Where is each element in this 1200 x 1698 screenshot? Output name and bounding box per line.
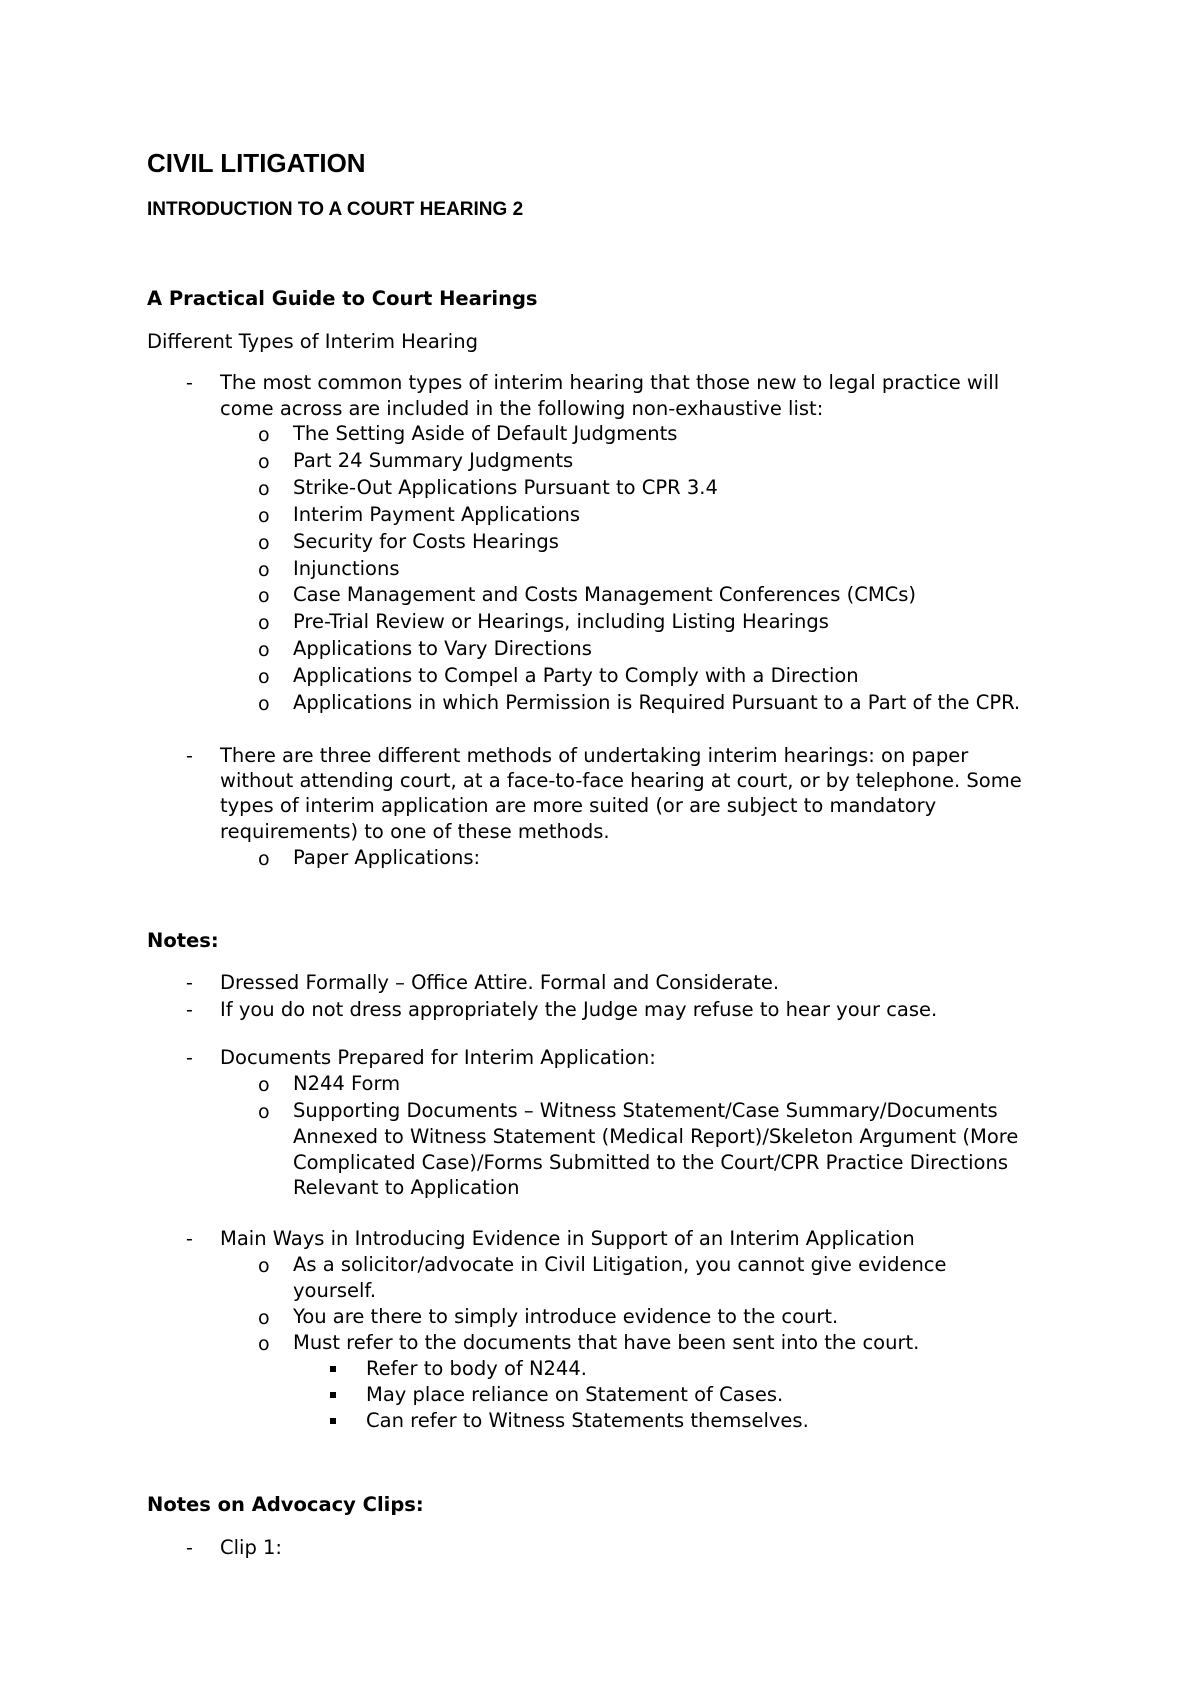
list-item: Injunctions <box>293 557 400 580</box>
list-item-line: As a solicitor/advocate in Civil Litigation, you cannot give evidence <box>293 1253 947 1276</box>
dash-marker: - <box>186 972 193 994</box>
list-item: Interim Payment Applications <box>293 503 581 526</box>
list-item: Paper Applications: <box>293 846 481 869</box>
list-item: Part 24 Summary Judgments <box>293 449 574 472</box>
square-bullet-marker <box>330 1366 336 1372</box>
circle-marker: o <box>258 532 270 554</box>
section-subheading-interim-hearing: Different Types of Interim Hearing <box>147 330 478 353</box>
list-item: Can refer to Witness Statements themselves. <box>366 1409 809 1432</box>
list-item: Applications to Compel a Party to Comply with a Direction <box>293 664 859 687</box>
advocacy-heading: Notes on Advocacy Clips: <box>147 1493 424 1516</box>
circle-marker: o <box>258 612 270 634</box>
list-item-line: Relevant to Application <box>293 1176 520 1199</box>
list-item-line: Supporting Documents – Witness Statement/Case Summary/Documents <box>293 1099 998 1122</box>
dash-marker: - <box>186 1537 193 1559</box>
list-item: Strike-Out Applications Pursuant to CPR 3.4 <box>293 476 718 499</box>
circle-marker: o <box>258 848 270 870</box>
list-item-line: Complicated Case)/Forms Submitted to the Court/CPR Practice Directions <box>293 1151 1008 1174</box>
list-item: Applications in which Permission is Required Pursuant to a Part of the CPR. <box>293 691 1021 714</box>
circle-marker: o <box>258 639 270 661</box>
circle-marker: o <box>258 666 270 688</box>
list-item: You are there to simply introduce evidence to the court. <box>293 1305 839 1328</box>
circle-marker: o <box>258 505 270 527</box>
list-item: May place reliance on Statement of Cases. <box>366 1383 784 1406</box>
list-item-line: come across are included in the following non-exhaustive list: <box>220 397 824 420</box>
list-item: Documents Prepared for Interim Application: <box>220 1046 656 1069</box>
circle-marker: o <box>258 559 270 581</box>
list-item: The Setting Aside of Default Judgments <box>293 422 678 445</box>
circle-marker: o <box>258 451 270 473</box>
section-heading-practical-guide: A Practical Guide to Court Hearings <box>147 287 538 310</box>
list-item: Clip 1: <box>220 1536 283 1559</box>
list-item: If you do not dress appropriately the Judge may refuse to hear your case. <box>220 998 938 1021</box>
circle-marker: o <box>258 478 270 500</box>
document-subtitle: INTRODUCTION TO A COURT HEARING 2 <box>147 199 524 220</box>
circle-marker: o <box>258 1307 270 1329</box>
list-item: N244 Form <box>293 1072 401 1095</box>
list-item-line: requirements) to one of these methods. <box>220 820 610 843</box>
list-item: Pre-Trial Review or Hearings, including Listing Hearings <box>293 610 829 633</box>
list-item: Applications to Vary Directions <box>293 637 592 660</box>
notes-heading: Notes: <box>147 929 219 952</box>
list-item-line: types of interim application are more suited (or are subject to mandatory <box>220 794 937 817</box>
circle-marker: o <box>258 424 270 446</box>
list-item: Security for Costs Hearings <box>293 530 559 553</box>
list-item-line: There are three different methods of undertaking interim hearings: on paper <box>220 744 969 767</box>
list-item-line: The most common types of interim hearing that those new to legal practice will <box>220 371 1000 394</box>
dash-marker: - <box>186 745 193 767</box>
list-item: Main Ways in Introducing Evidence in Support of an Interim Application <box>220 1227 915 1250</box>
list-item-line: without attending court, at a face-to-face hearing at court, or by telephone. Some <box>220 769 1022 792</box>
circle-marker: o <box>258 1074 270 1096</box>
list-item: Refer to body of N244. <box>366 1357 587 1380</box>
square-bullet-marker <box>330 1392 336 1398</box>
square-bullet-marker <box>330 1418 336 1424</box>
dash-marker: - <box>186 999 193 1021</box>
circle-marker: o <box>258 1255 270 1277</box>
dash-marker: - <box>186 372 193 394</box>
list-item: Dressed Formally – Office Attire. Formal and Considerate. <box>220 971 780 994</box>
circle-marker: o <box>258 693 270 715</box>
list-item: Case Management and Costs Management Conferences (CMCs) <box>293 583 917 606</box>
dash-marker: - <box>186 1047 193 1069</box>
list-item-line: yourself. <box>293 1279 377 1302</box>
list-item-line: Annexed to Witness Statement (Medical Report)/Skeleton Argument (More <box>293 1125 1019 1148</box>
circle-marker: o <box>258 1333 270 1355</box>
dash-marker: - <box>186 1228 193 1250</box>
circle-marker: o <box>258 585 270 607</box>
circle-marker: o <box>258 1101 270 1123</box>
list-item: Must refer to the documents that have been sent into the court. <box>293 1331 920 1354</box>
document-title: CIVIL LITIGATION <box>147 148 366 178</box>
